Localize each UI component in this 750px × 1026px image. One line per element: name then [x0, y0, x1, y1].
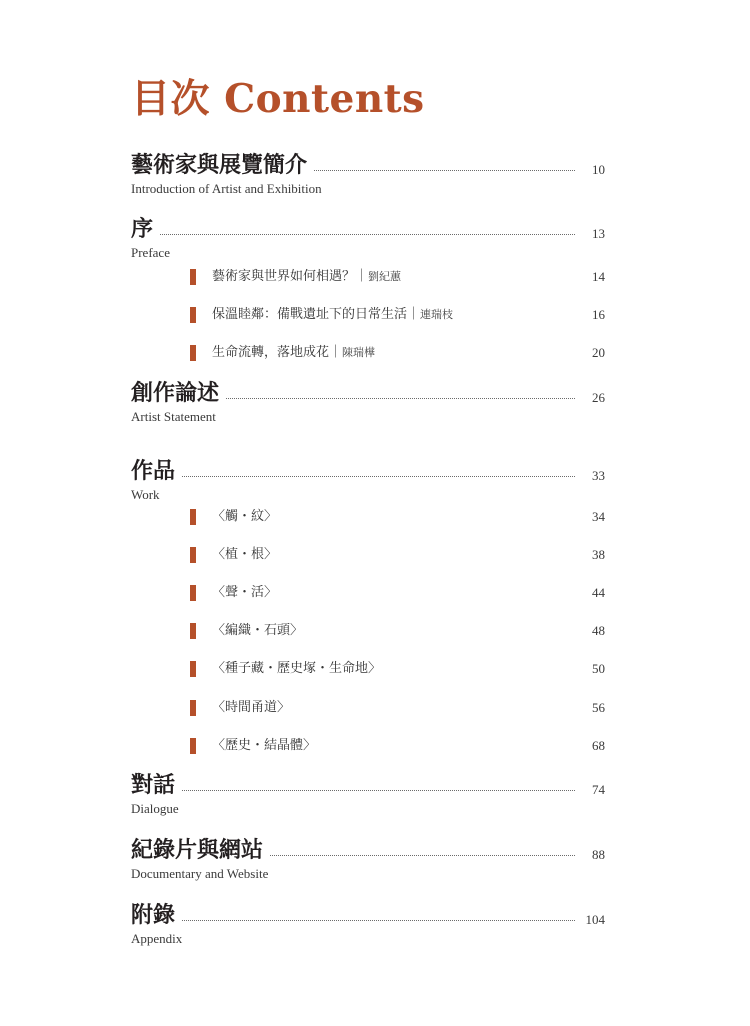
- section-page-number: 74: [592, 782, 605, 797]
- toc-section-appendix[interactable]: [131, 900, 605, 947]
- toc-entry[interactable]: [190, 736, 605, 756]
- section-subtitle: Artist Statement: [131, 409, 216, 424]
- toc-section-documentary[interactable]: [131, 835, 605, 882]
- accent-bar: [190, 585, 196, 601]
- toc-section-artist-statement[interactable]: [131, 378, 605, 425]
- toc-section-dialogue[interactable]: [131, 770, 605, 817]
- section-subtitle: Introduction of Artist and Exhibition: [131, 181, 322, 196]
- entry-author: 陳瑞樺: [342, 346, 376, 359]
- entry-title: 生命流轉，落地成花｜: [212, 345, 343, 360]
- entry-title: 〈時間甬道〉: [212, 700, 291, 715]
- section-page-number: 104: [585, 912, 605, 927]
- toc-entry[interactable]: [190, 659, 605, 679]
- entry-page-number: 56: [592, 700, 605, 715]
- toc-entry[interactable]: [190, 545, 605, 565]
- entry-author: 劉紀蕙: [368, 270, 402, 283]
- toc-section-preface[interactable]: [131, 214, 605, 261]
- entry-author: 連瑞枝: [420, 308, 454, 321]
- section-subtitle: Dialogue: [131, 801, 179, 816]
- section-subtitle: Preface: [131, 245, 170, 260]
- entry-title: 〈觸・紋〉: [212, 509, 278, 524]
- section-title: 作品: [131, 456, 181, 486]
- section-subtitle: Work: [131, 487, 160, 502]
- section-title: 序: [131, 214, 159, 244]
- entry-page-number: 14: [592, 269, 605, 284]
- accent-bar: [190, 738, 196, 754]
- toc-entry[interactable]: [190, 698, 605, 718]
- section-page-number: 26: [592, 390, 605, 405]
- toc-section-work[interactable]: [131, 456, 605, 503]
- section-page-number: 10: [592, 162, 605, 177]
- section-title: 紀錄片與網站: [131, 835, 269, 865]
- accent-bar: [190, 345, 196, 361]
- entry-page-number: 16: [592, 307, 605, 322]
- toc-entry[interactable]: [190, 507, 605, 527]
- section-subtitle: Appendix: [131, 931, 183, 946]
- entry-page-number: 50: [592, 661, 605, 676]
- accent-bar: [190, 509, 196, 525]
- entry-title: 〈種子藏・歷史塚・生命地〉: [212, 661, 382, 676]
- dot-leader: [131, 476, 575, 477]
- entry-page-number: 20: [592, 345, 605, 360]
- page-title: 目次 Contents: [131, 76, 425, 122]
- section-title: 創作論述: [131, 378, 225, 408]
- dot-leader: [131, 790, 575, 791]
- section-title: 對話: [131, 770, 181, 800]
- toc-entry[interactable]: [190, 305, 605, 325]
- entry-title: 〈歷史・結晶體〉: [212, 738, 317, 753]
- entry-title: 〈聲・活〉: [212, 585, 278, 600]
- entry-title: 保溫睦鄰：備戰遺址下的日常生活｜: [212, 307, 421, 322]
- entry-page-number: 38: [592, 547, 605, 562]
- entry-page-number: 68: [592, 738, 605, 753]
- entry-page-number: 44: [592, 585, 605, 600]
- section-title: 附錄: [131, 900, 181, 930]
- section-title: 藝術家與展覽簡介: [131, 150, 313, 180]
- toc-entry[interactable]: [190, 343, 605, 363]
- entry-title: 藝術家與世界如何相遇？｜: [212, 269, 369, 284]
- toc-entry[interactable]: [190, 267, 605, 287]
- section-page-number: 88: [592, 847, 605, 862]
- entry-page-number: 34: [592, 509, 605, 524]
- section-page-number: 13: [592, 226, 605, 241]
- accent-bar: [190, 700, 196, 716]
- accent-bar: [190, 661, 196, 677]
- dot-leader: [131, 234, 575, 235]
- accent-bar: [190, 547, 196, 563]
- accent-bar: [190, 307, 196, 323]
- section-page-number: 33: [592, 468, 605, 483]
- entry-page-number: 48: [592, 623, 605, 638]
- section-subtitle: Documentary and Website: [131, 866, 269, 881]
- dot-leader: [131, 920, 575, 921]
- toc-section-artist-intro[interactable]: [131, 150, 605, 197]
- entry-title: 〈編織・石頭〉: [212, 623, 304, 638]
- toc-entry[interactable]: [190, 621, 605, 641]
- accent-bar: [190, 269, 196, 285]
- toc-entry[interactable]: [190, 583, 605, 603]
- accent-bar: [190, 623, 196, 639]
- entry-title: 〈植・根〉: [212, 547, 278, 562]
